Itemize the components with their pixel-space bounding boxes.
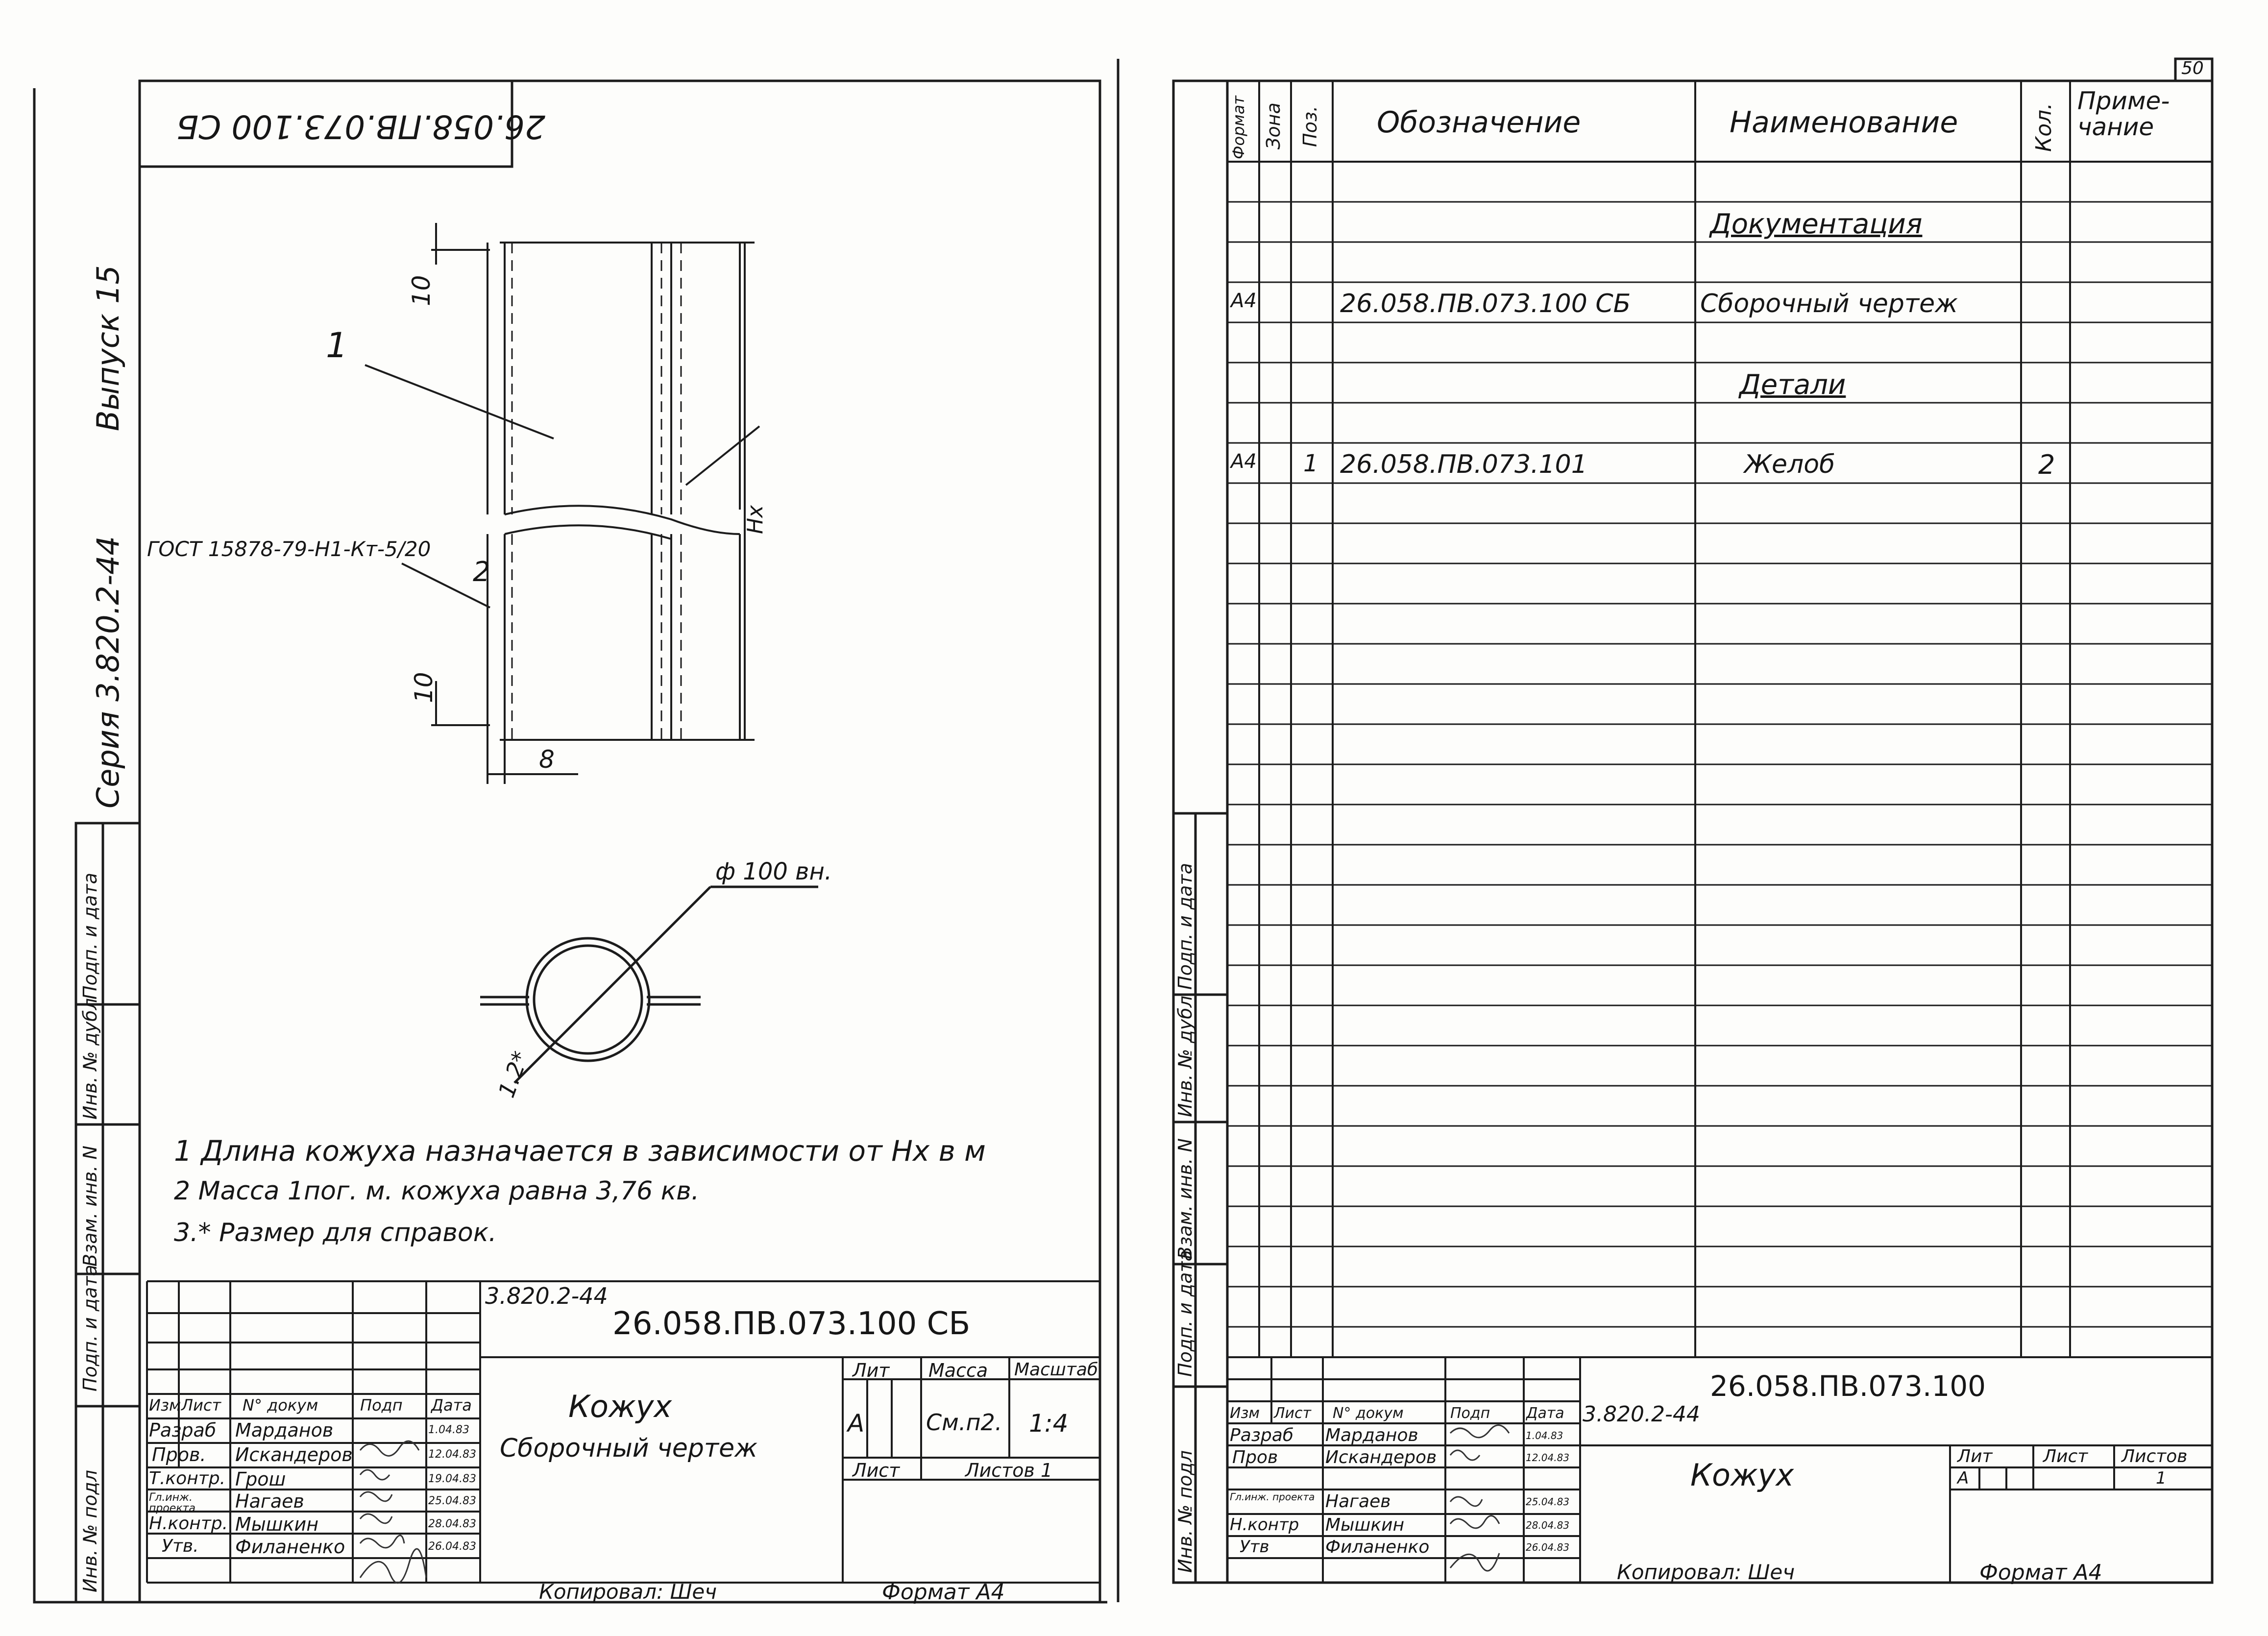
left-stamp-podp-1: Подп. и дата (79, 1265, 101, 1392)
left-tb-series: 3.820.2-44 (485, 1283, 608, 1309)
left-tb-name-3: Нагаев (235, 1490, 304, 1512)
left-tb-doctype: Сборочный чертеж (500, 1434, 757, 1463)
left-tb-sheet-label: Лист (853, 1460, 900, 1481)
top-code-inverted: 26.058.ПВ.073.100 СБ (176, 108, 546, 146)
left-stamp-inv-dubl: Инв. № дубл (79, 998, 101, 1120)
left-tb-role-1: Пров. (152, 1444, 206, 1465)
right-format: Формат А4 (1979, 1560, 2102, 1585)
left-tb-name-2: Грош (235, 1468, 286, 1490)
right-tb-date-0: 1.04.83 (1526, 1430, 1563, 1441)
spec-h-note: Приме- чание (2077, 87, 2170, 141)
left-tb-name-1: Искандеров (235, 1444, 353, 1465)
spec-cell-name: Детали (1739, 369, 1846, 401)
right-tb-role-0: Разраб (1230, 1425, 1294, 1445)
right-copied: Копировал: Шеч (1617, 1560, 1795, 1584)
spec-cell-name: Документация (1710, 208, 1923, 240)
issue-label: Выпуск 15 (90, 265, 126, 431)
left-tb-mass-value: См.п2. (926, 1409, 1002, 1436)
right-tb-sheets-label: Листов (2122, 1446, 2188, 1466)
note-3: 3.* Размер для справок. (174, 1218, 497, 1247)
right-tb-sheet-label: Лист (2043, 1446, 2088, 1466)
right-tb-name-3: Мышкин (1325, 1515, 1405, 1535)
left-tb-code: 26.058.ПВ.073.100 СБ (612, 1306, 971, 1342)
left-tb-date-2: 19.04.83 (428, 1473, 476, 1485)
right-tb-role-4: Утв (1240, 1537, 1269, 1557)
spec-cell-name: Желоб (1744, 450, 1835, 479)
left-tb-scale-label: Масштаб (1014, 1360, 1098, 1380)
left-tb-date-1: 12.04.83 (428, 1448, 476, 1461)
right-stamp-inv-podl: Инв. № подл (1174, 1450, 1196, 1573)
left-tb-date-0: 1.04.83 (428, 1424, 469, 1436)
right-tb-h-izm: Изм (1230, 1405, 1260, 1422)
left-tb-date-5: 26.04.83 (428, 1540, 476, 1553)
right-tb-name-4: Филаненко (1325, 1537, 1430, 1557)
right-tb-sheets-value: 1 (2156, 1468, 2167, 1488)
right-tb-date-4: 26.04.83 (1526, 1541, 1570, 1553)
dim-hx: Hx (743, 505, 768, 534)
right-tb-name-2: Нагаев (1325, 1491, 1391, 1512)
series-title: Серия 3.820.2-44 (90, 536, 126, 808)
spec-h-zone: Зона (1263, 102, 1284, 149)
gost-callout: ГОСТ 15878-79-Н1-Кт-5/20 (147, 537, 431, 561)
left-tb-product: Кожух (568, 1389, 672, 1424)
left-tb-date-4: 28.04.83 (428, 1518, 476, 1530)
left-tb-sheets-label: Листов 1 (965, 1460, 1053, 1481)
dim-10-bottom: 10 (410, 672, 438, 703)
left-tb-h-data: Дата (431, 1396, 472, 1415)
right-stamp-inv-dubl: Инв. № дубл (1174, 996, 1196, 1117)
spec-h-format: Формат (1229, 96, 1248, 159)
left-format: Формат А4 (882, 1580, 1005, 1605)
left-tb-h-izm: Изм (149, 1396, 181, 1415)
left-tb-h-dokum: N° докум (243, 1396, 318, 1415)
left-tb-h-list: Лист (181, 1396, 221, 1415)
spec-cell-format: А4 (1231, 450, 1257, 473)
right-tb-name-0: Марданов (1325, 1425, 1418, 1445)
left-stamp-vzam: Взам. инв. N (79, 1146, 101, 1267)
left-tb-name-4: Мышкин (235, 1514, 319, 1535)
page-number: 50 (2181, 58, 2204, 78)
dim-10-top: 10 (407, 275, 436, 306)
note-1: 1 Длина кожуха назначается в зависимости от Hx в м (174, 1134, 986, 1168)
left-tb-scale-value: 1:4 (1029, 1409, 1069, 1438)
right-tb-date-2: 25.04.83 (1526, 1496, 1570, 1508)
spec-cell-designation: 26.058.ПВ.073.100 СБ (1340, 289, 1631, 318)
spec-h-designation: Обозначение (1377, 105, 1581, 140)
right-tb-role-2: Гл.инж. проекта (1230, 1491, 1315, 1503)
diameter-label: ф 100 вн. (715, 858, 832, 885)
left-tb-role-5: Утв. (162, 1536, 199, 1556)
left-stamp-podp-2: Подп. и дата (79, 873, 101, 1000)
right-tb-series: 3.820.2-44 (1583, 1402, 1700, 1427)
spec-cell-name: Сборочный чертеж (1700, 289, 1958, 318)
left-tb-name-5: Филаненко (235, 1536, 345, 1558)
left-tb-h-podp: Подп (360, 1396, 403, 1415)
right-tb-product: Кожух (1690, 1457, 1794, 1493)
spec-h-name: Наименование (1730, 105, 1958, 140)
left-tb-name-0: Марданов (235, 1419, 334, 1441)
left-copied: Копировал: Шеч (539, 1580, 717, 1604)
left-tb-date-3: 25.04.83 (428, 1495, 476, 1507)
left-tb-lit-value: А (848, 1409, 865, 1438)
spec-grid-lines (1227, 202, 2212, 1327)
right-tb-h-podp: Подп (1450, 1405, 1490, 1422)
right-tb-h-list: Лист (1274, 1405, 1312, 1422)
right-tb-lit-value: А (1957, 1468, 1969, 1488)
left-tb-mass-label: Масса (928, 1360, 988, 1381)
right-tb-h-data: Дата (1526, 1405, 1564, 1422)
left-tb-lit-label: Лит (853, 1360, 890, 1381)
left-tb-role-4: Н.контр. (149, 1514, 228, 1534)
right-tb-date-1: 12.04.83 (1526, 1452, 1570, 1464)
spec-cell-qty: 2 (2038, 449, 2055, 480)
spec-h-pos: Поз. (1299, 105, 1321, 147)
leader-label-2: 2 (473, 556, 490, 588)
right-tb-code: 26.058.ПВ.073.100 (1710, 1369, 1986, 1403)
dim-8: 8 (539, 745, 555, 774)
right-tb-date-3: 28.04.83 (1526, 1519, 1570, 1531)
right-tb-lit-label: Лит (1957, 1446, 1993, 1466)
thickness-label: 1.2* (493, 1048, 534, 1101)
right-stamp-vzam: Взам. инв. N (1174, 1138, 1196, 1259)
right-tb-role-3: Н.контр (1230, 1515, 1299, 1535)
spec-cell-pos: 1 (1303, 450, 1318, 477)
right-tb-role-1: Пров (1232, 1447, 1278, 1467)
right-stamp-podp-1: Подп. и дата (1174, 1250, 1196, 1377)
left-tb-role-3: Гл.инж. проекта (149, 1491, 195, 1514)
spec-h-qty: Кол. (2031, 102, 2056, 152)
right-stamp-podp-2: Подп. и дата (1174, 863, 1196, 990)
spec-cell-format: А4 (1231, 290, 1257, 312)
right-tb-h-dokum: N° докум (1333, 1405, 1404, 1422)
left-tb-role-2: Т.контр. (149, 1468, 226, 1489)
spec-cell-designation: 26.058.ПВ.073.101 (1340, 450, 1587, 479)
note-2: 2 Масса 1пог. м. кожуха равна 3,76 кв. (174, 1176, 700, 1206)
right-tb-name-1: Искандеров (1325, 1447, 1437, 1467)
leader-label-1: 1 (326, 325, 348, 366)
left-stamp-inv-podl: Инв. № подл (79, 1469, 101, 1592)
left-tb-role-0: Разраб (149, 1419, 217, 1441)
